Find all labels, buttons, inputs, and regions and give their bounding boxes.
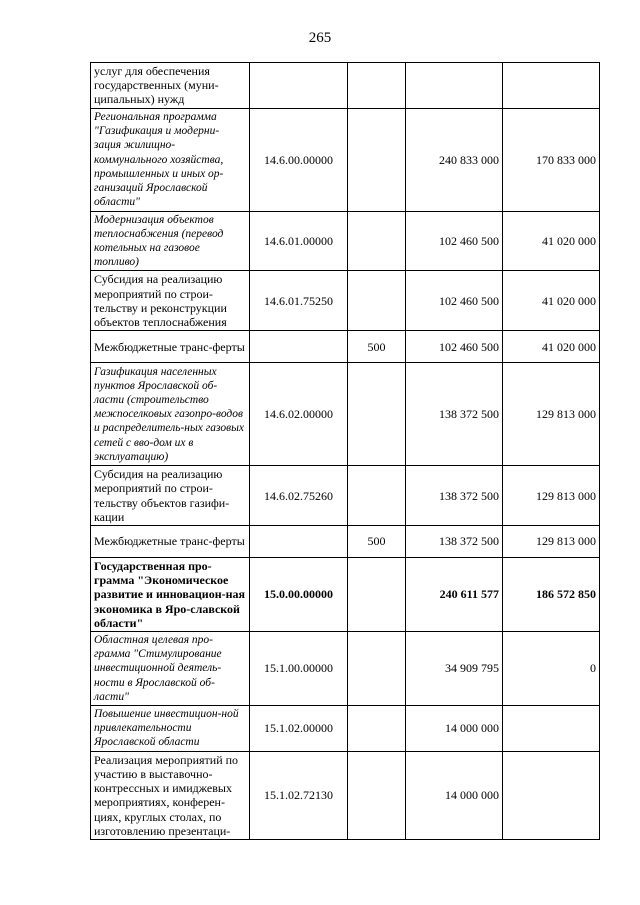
row-type-cell [348,63,406,109]
row-code-cell: 15.0.00.00000 [250,558,348,632]
row-name-cell: Субсидия на реализацию мероприятий по строи-тельству и реконструкции объектов теплоснабжения [91,271,250,331]
row-value-2-cell: 41 020 000 [503,331,600,363]
table-row [91,331,600,363]
row-value-1-cell: 34 909 795 [406,632,503,706]
row-code-cell: 14.6.02.75260 [250,466,348,526]
table-row [91,632,600,706]
row-type-cell [348,271,406,331]
row-name-cell: Газификация населенных пунктов Ярославской об-ласти (строительство межпоселковых газопро-водов и распределитель-ных газовых сетей с вво-дом их в эксплуатацию) [91,363,250,466]
row-value-2-cell: 129 813 000 [503,466,600,526]
row-value-2-cell [503,751,600,839]
row-type-cell [348,466,406,526]
row-code-cell: 15.1.00.00000 [250,632,348,706]
table-row [91,526,600,558]
row-value-1-cell: 138 372 500 [406,466,503,526]
row-type-cell: 500 [348,526,406,558]
row-name-cell: Межбюджетные транс-ферты [91,526,250,558]
row-value-2-cell [503,63,600,109]
row-name-cell: Реализация мероприятий по участию в выставочно-контрессных и имиджевых мероприятиях, конферен-циях, круглых столах, по изготовлению презентаци- [91,751,250,839]
row-type-cell [348,363,406,466]
page-number: 265 [308,30,332,46]
row-value-1-cell: 240 833 000 [406,108,503,211]
row-code-cell: 15.1.02.72130 [250,751,348,839]
row-code-cell [250,63,348,109]
row-code-cell: 14.6.01.75250 [250,271,348,331]
row-value-2-cell: 170 833 000 [503,108,600,211]
row-value-1-cell: 138 372 500 [406,526,503,558]
budget-table [90,62,600,840]
row-code-cell: 14.6.01.00000 [250,211,348,271]
row-type-cell [348,108,406,211]
row-type-cell: 500 [348,331,406,363]
row-code-cell [250,526,348,558]
row-type-cell [348,706,406,752]
row-name-cell: Межбюджетные транс-ферты [91,331,250,363]
table-row [91,363,600,466]
table-row [91,211,600,271]
row-value-2-cell: 41 020 000 [503,271,600,331]
row-type-cell [348,558,406,632]
row-value-1-cell: 14 000 000 [406,751,503,839]
row-value-1-cell [406,63,503,109]
table-row [91,63,600,109]
row-value-1-cell: 102 460 500 [406,271,503,331]
row-code-cell: 14.6.02.00000 [250,363,348,466]
row-name-cell: Областная целевая про-грамма "Стимулирование инвестиционной деятель-ности в Ярославской об-ласти" [91,632,250,706]
row-name-cell: Модернизация объектов теплоснабжения (перевод котельных на газовое топливо) [91,211,250,271]
table-row [91,751,600,839]
row-type-cell [348,751,406,839]
row-name-cell: услуг для обеспечения государственных (муни-ципальных) нужд [91,63,250,109]
row-name-cell: Повышение инвестицион-ной привлекательности Ярославской области [91,706,250,752]
row-value-1-cell: 138 372 500 [406,363,503,466]
row-value-2-cell: 0 [503,632,600,706]
table-row [91,466,600,526]
row-value-2-cell: 129 813 000 [503,526,600,558]
row-type-cell [348,211,406,271]
row-value-1-cell: 102 460 500 [406,331,503,363]
row-value-2-cell: 186 572 850 [503,558,600,632]
row-name-cell: Субсидия на реализацию мероприятий по строи-тельству объектов газифи-кации [91,466,250,526]
row-value-1-cell: 240 611 577 [406,558,503,632]
table-row [91,558,600,632]
row-value-2-cell [503,706,600,752]
row-code-cell: 14.6.00.00000 [250,108,348,211]
row-code-cell [250,331,348,363]
row-value-1-cell: 14 000 000 [406,706,503,752]
row-type-cell [348,632,406,706]
row-name-cell: Государственная про-грамма "Экономическое развитие и инновацион-ная экономика в Яро-славской области" [91,558,250,632]
row-name-cell: Региональная программа "Газификация и модерни-зация жилищно-коммунального хозяйства, промышленных и иных ор-ганизаций Ярославской области" [91,108,250,211]
row-value-1-cell: 102 460 500 [406,211,503,271]
table-row [91,108,600,211]
row-value-2-cell: 41 020 000 [503,211,600,271]
table-row [91,271,600,331]
row-value-2-cell: 129 813 000 [503,363,600,466]
row-code-cell: 15.1.02.00000 [250,706,348,752]
table-row [91,706,600,752]
